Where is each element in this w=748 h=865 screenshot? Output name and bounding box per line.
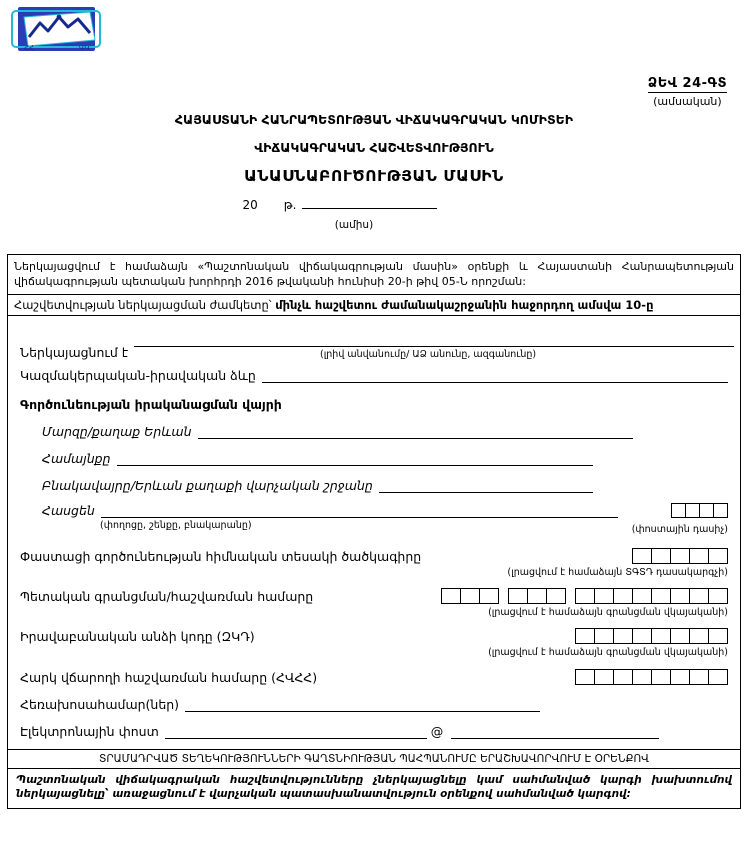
armstat-logo <box>11 6 101 58</box>
digit-cell[interactable] <box>651 588 671 604</box>
digit-cell[interactable] <box>632 588 652 604</box>
location-section-heading: Գործունեության իրականացման վայրի <box>20 397 282 413</box>
digit-cell[interactable] <box>651 548 671 564</box>
armstat-logo-graphic <box>11 6 101 54</box>
digit-cell[interactable] <box>441 588 461 604</box>
form-code-block <box>648 76 727 108</box>
form-fields <box>8 332 740 739</box>
digit-cell[interactable] <box>713 503 728 518</box>
community-row <box>42 451 728 466</box>
digit-cell[interactable] <box>508 588 528 604</box>
marz-label: Մարզը/քաղաք Երևան <box>42 424 192 440</box>
phone-row <box>20 697 728 712</box>
email-row <box>20 724 728 739</box>
digit-cell[interactable] <box>594 669 614 685</box>
digit-cell[interactable] <box>632 669 652 685</box>
form-code: ՁԵՎ 24-ԳՏ <box>647 76 727 91</box>
digit-cell[interactable] <box>479 588 499 604</box>
settlement-row <box>42 478 728 493</box>
registration-number-label: Պետական գրանցման/հաշվառման համարը <box>20 588 314 604</box>
postal-code-boxes[interactable] <box>671 503 728 518</box>
form-periodicity: (ամսական) <box>653 95 722 108</box>
report-type: ՎԻՃԱԿԱԳՐԱԿԱՆ ՀԱՇՎԵՏՎՈՒԹՅՈՒՆ <box>254 140 494 155</box>
digit-cell[interactable] <box>594 588 614 604</box>
digit-cell[interactable] <box>670 669 690 685</box>
legal-basis-text: Ներկայացվում է համաձայն «Պաշտոնական վիճակագրության մասին» օրենքի և Հայաստանի Հանրապետության վիճակագրության պետական խորհրդի 2016 թվականի հունիսի 20-ի թիվ 05-Ն որոշման: <box>14 260 734 289</box>
digit-cell[interactable] <box>689 628 709 644</box>
email-label: Էլեկտրոնային փոստ <box>20 723 159 739</box>
postal-caption: (փոստային դասիչ) <box>631 524 728 536</box>
digit-cell[interactable] <box>670 548 690 564</box>
digit-cell[interactable] <box>527 588 547 604</box>
digit-cell[interactable] <box>575 588 595 604</box>
address-input[interactable] <box>101 503 618 518</box>
activity-code-boxes[interactable] <box>632 548 728 564</box>
email-domain-input[interactable] <box>451 724 659 739</box>
presenter-label: Ներկայացնում է <box>20 345 129 361</box>
email-local-input[interactable] <box>165 724 427 739</box>
activity-code-caption: (լրացվում է համաձայն ՏԳՏԴ դասակարգչի) <box>507 566 728 578</box>
settlement-label: Բնակավայրը/Երևան քաղաքի վարչական շրջանը <box>42 478 373 494</box>
legal-entity-code-label: Իրավաբանական անձի կոդը (ԶԿԴ) <box>20 629 255 645</box>
year-suffix: թ. <box>283 198 297 212</box>
at-symbol: @ <box>430 723 444 739</box>
deadline-label: Հաշվետվության ներկայացման ժամկետը՝ <box>14 297 272 312</box>
liability-warning: Պաշտոնական վիճակագրական հաշվետվությունները չներկայացնելը կամ սահմանված կարգի խախտումով ներկայացնելը՝ առաջացնում է վարչական պատասխանատվություն օրենքով սահմանված կարգով: <box>16 773 732 801</box>
month-caption: (ամիս) <box>334 219 374 231</box>
address-caption: (փողոցը, շենքը, բնակարանը) <box>100 520 252 532</box>
address-label: Հասցեն <box>42 503 95 519</box>
digit-cell[interactable] <box>651 628 671 644</box>
digit-cell[interactable] <box>613 669 633 685</box>
community-label: Համայնքը <box>42 451 111 467</box>
legal-entity-code-row <box>20 628 728 658</box>
month-caption-row <box>7 219 741 231</box>
digit-cell[interactable] <box>689 588 709 604</box>
digit-cell[interactable] <box>708 669 728 685</box>
digit-cell[interactable] <box>708 588 728 604</box>
report-date-line <box>7 196 741 212</box>
digit-cell[interactable] <box>689 548 709 564</box>
digit-cell[interactable] <box>613 628 633 644</box>
legal-form-row <box>20 368 728 383</box>
digit-cell[interactable] <box>671 503 686 518</box>
logo-right-mark: ՎԿ <box>79 44 90 52</box>
digit-cell[interactable] <box>689 669 709 685</box>
month-input[interactable] <box>302 196 437 209</box>
digit-cell[interactable] <box>651 669 671 685</box>
digit-cell[interactable] <box>460 588 480 604</box>
logo-left-mark: ՀՀ <box>24 44 35 52</box>
presenter-caption: (լրիվ անվանումը/ ԱՁ անունը, ազգանունը) <box>320 348 537 360</box>
digit-cell[interactable] <box>575 628 595 644</box>
settlement-input[interactable] <box>379 478 593 493</box>
phone-input[interactable] <box>185 697 540 712</box>
legal-form-label: Կազմակերպական-իրավական ձևը <box>20 368 256 384</box>
confidentiality-notice: ՏՐԱՄԱԴՐՎԱԾ ՏԵՂԵԿՈՒԹՅՈՒՆՆԵՐԻ ԳԱՂՏՆԻՈՒԹՅԱՆ ՊԱՀՊԱՆՈՒՄԸ ԵՐԱՇԽԱՎՈՐՎՈՒՄ Է ՕՐԵՆՔՈՎ <box>8 749 740 769</box>
phone-label: Հեռախոսահամար(ներ) <box>20 696 180 712</box>
digit-cell[interactable] <box>546 588 566 604</box>
digit-cell[interactable] <box>632 548 652 564</box>
form-body <box>7 254 741 809</box>
form-header <box>7 4 741 254</box>
digit-cell[interactable] <box>685 503 700 518</box>
digit-cell[interactable] <box>594 628 614 644</box>
committee-name: ՀԱՅԱՍՏԱՆԻ ՀԱՆՐԱՊԵՏՈՒԹՅԱՆ ՎԻՃԱԿԱԳՐԱԿԱՆ ԿՈՄԻՏԵԻ <box>174 112 574 127</box>
legal-form-input[interactable] <box>262 368 728 383</box>
tin-row <box>20 669 728 685</box>
activity-code-label: Փաստացի գործունեության հիմնական տեսակի ծածկագիրը <box>20 548 422 564</box>
community-input[interactable] <box>117 451 594 466</box>
deadline-value: մինչև հաշվետու ժամանակաշրջանին հաջորդող ամսվա 10-ը <box>275 297 654 312</box>
legal-entity-code-boxes[interactable] <box>575 628 728 644</box>
digit-cell[interactable] <box>632 628 652 644</box>
digit-cell[interactable] <box>670 628 690 644</box>
tin-label: Հարկ վճարողի հաշվառման համարը (ՀՎՀՀ) <box>20 669 318 685</box>
tin-boxes[interactable] <box>575 669 728 685</box>
deadline-row <box>8 294 740 316</box>
presenter-row <box>20 332 728 360</box>
registration-number-boxes[interactable] <box>441 588 728 604</box>
registration-number-row <box>20 588 728 618</box>
legal-entity-code-caption: (լրացվում է համաձայն գրանցման վկայականի) <box>488 647 728 659</box>
digit-cell[interactable] <box>708 548 728 564</box>
marz-row <box>42 424 728 439</box>
activity-code-row <box>20 548 728 578</box>
presenter-input[interactable] <box>134 332 734 347</box>
digit-cell[interactable] <box>613 588 633 604</box>
digit-cell[interactable] <box>670 588 690 604</box>
year-prefix: 20 <box>242 198 258 212</box>
registration-number-caption: (լրացվում է համաձայն գրանցման վկայականի) <box>488 606 728 618</box>
marz-input[interactable] <box>198 424 633 439</box>
form-title: ԱՆԱՍՆԱԲՈՒԾՈՒԹՅԱՆ ՄԱՍԻՆ <box>244 167 504 185</box>
digit-cell[interactable] <box>699 503 714 518</box>
digit-cell[interactable] <box>575 669 595 685</box>
address-row <box>42 503 728 535</box>
digit-cell[interactable] <box>708 628 728 644</box>
